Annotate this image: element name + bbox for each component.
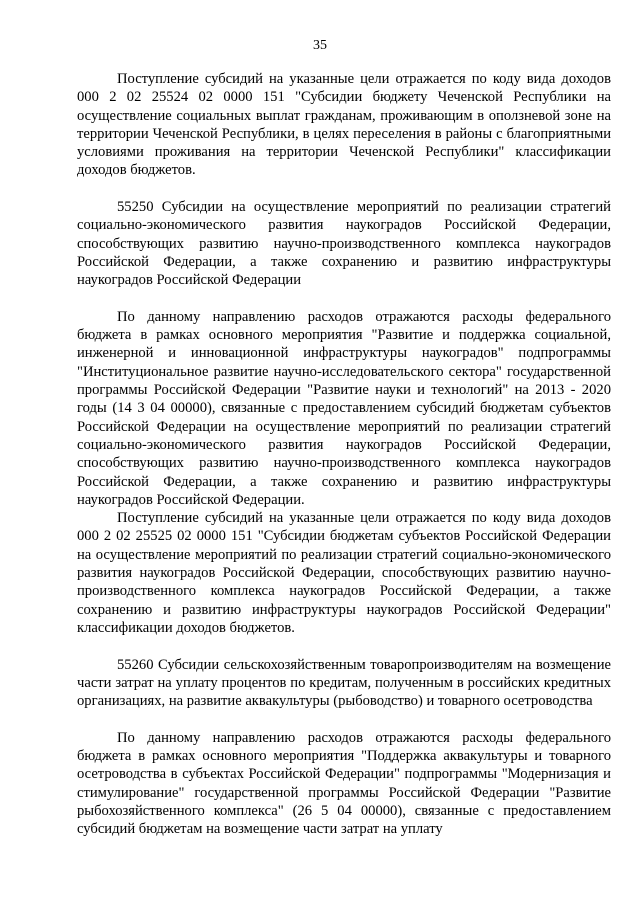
paragraph-income-code-25525: Поступление субсидий на указанные цели отражается по коду вида доходов 000 2 02 25525 02 0000 151 "Субсидии бюджетам субъектов Российской Федерации на осуществление мероприятий по реализации стратегий социально-экономического развития наукоградов Российской Федерации, способствующих развитию научно-производственного комплекса наукоградов Российской Федерации, а также сохранению и развитию инфраструктуры наукоградов Российской Федерации" классификации доходов бюджетов. (77, 510, 611, 636)
paragraph-expenses-55250: По данному направлению расходов отражаются расходы федерального бюджета в рамках основного мероприятия "Развитие и поддержка социальной, инженерной и инновационной инфраструктуры наукоградов" подпрограммы "Институциональное развитие научно-исследовательского сектора" государственной программы Российской Федерации "Развитие науки и технологий" на 2013 - 2020 годы (14 3 04 00000), связанные с предоставлением субсидий бюджетам субъектов Российской Федерации на осуществление мероприятий по реализации стратегий социально-экономического развития наукоградов Российской Федерации, способствующих развитию научно-производственного комплекса наукоградов Российской Федерации, а также сохранению и развитию инфраструктуры наукоградов Российской Федерации. (77, 308, 611, 508)
paragraph-heading-55260: 55260 Субсидии сельскохозяйственным товаропроизводителям на возмещение части затрат на уплату процентов по кредитам, полученным в российских кредитных организациях, на развитие аквакультуры (рыбоводство) и товарного осетроводства (77, 656, 611, 710)
document-body (77, 70, 611, 838)
paragraph-expenses-55260: По данному направлению расходов отражаются расходы федерального бюджета в рамках основного мероприятия "Поддержка аквакультуры и товарного осетроводства в субъектах Российской Федерации" подпрограммы "Модернизация и стимулирование" государственной программы Российской Федерации "Развитие рыбохозяйственного комплекса" (26 5 04 00000), связанные с предоставлением субсидий бюджетам на возмещение части затрат на уплату (77, 729, 611, 838)
paragraph-income-code-25524: Поступление субсидий на указанные цели отражается по коду вида доходов 000 2 02 25524 02 0000 151 "Субсидии бюджету Чеченской Республики на осуществление социальных выплат гражданам, проживающим в оползневой зоне на территории Чеченской Республики, в целях переселения в районы с благоприятными условиями проживания на территории Чеченской Республики" классификации доходов бюджетов. (77, 71, 611, 179)
paragraph-heading-55250: 55250 Субсидии на осуществление мероприятий по реализации стратегий социально-экономического развития наукоградов Российской Федерации, способствующих развитию научно-производственного комплекса наукоградов Российской Федерации, а также сохранению и развитию инфраструктуры наукоградов Российской Федерации (77, 199, 611, 289)
page-number: 35 (313, 38, 327, 53)
